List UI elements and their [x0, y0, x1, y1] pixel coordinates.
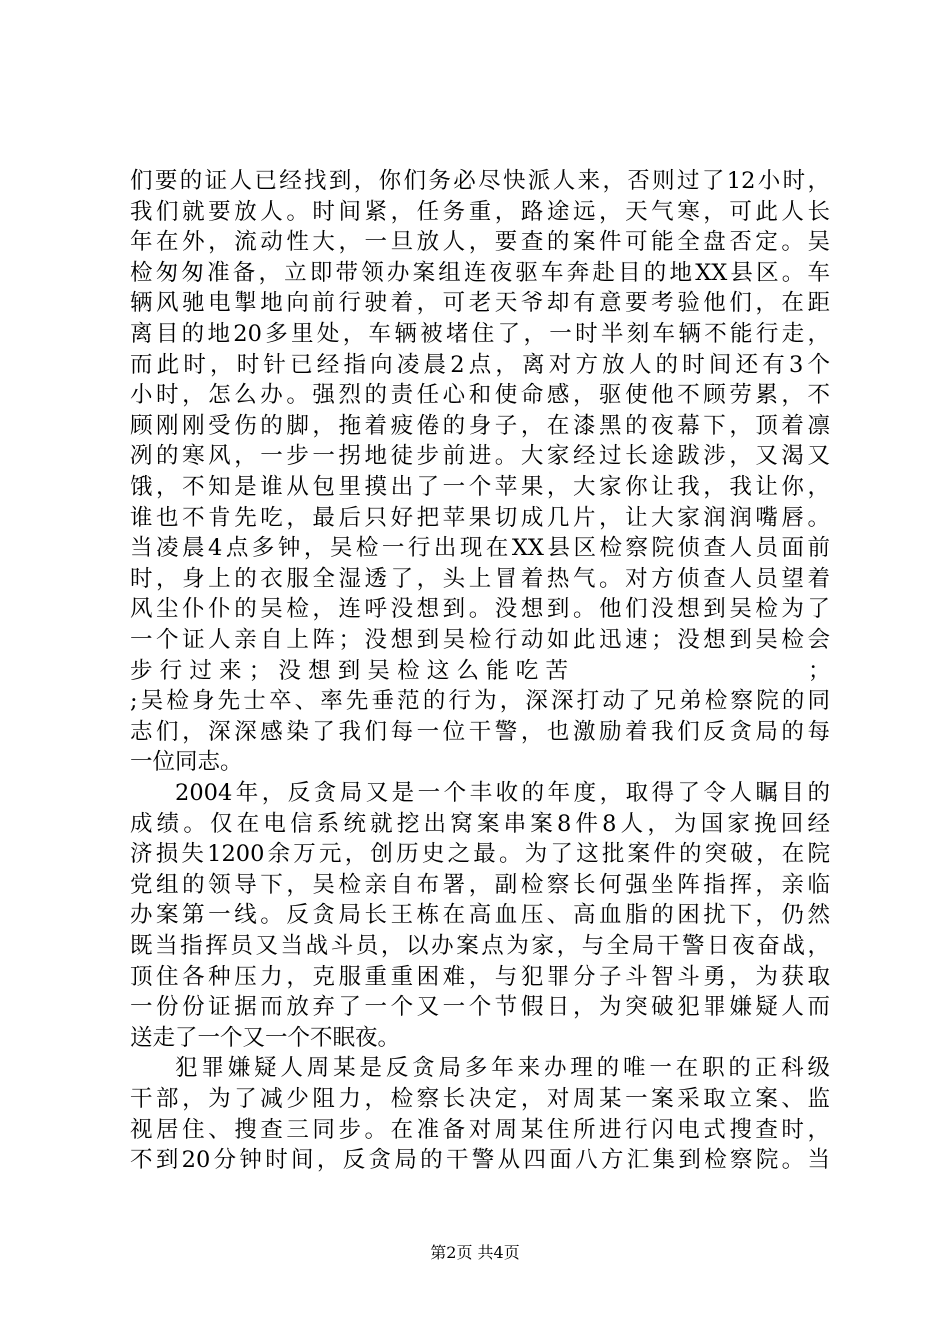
text-line: 党组的领导下，吴检亲自布署，副检察长何强坐阵指挥，亲临: [130, 871, 830, 898]
text-line: ;吴检身先士卒、率先垂范的行为，深深打动了兄弟检察院的同: [130, 688, 830, 715]
text-line: 志们，深深感染了我们每一位干警，也激励着我们反贪局的每: [130, 718, 830, 745]
text-line: 冽的寒风，一步一拐地徒步前进。大家经过长途跋涉，又渴又: [130, 443, 830, 470]
text-line: 干部，为了减少阻力，检察长决定，对周某一案采取立案、监: [130, 1086, 830, 1112]
text-line: 辆风驰电掣地向前行驶着，可老天爷却有意要考验他们，在距: [130, 290, 830, 317]
text-line: 一份份证据而放弃了一个又一个节假日，为突破犯罪嫌疑人而: [130, 994, 830, 1021]
text-line: 办案第一线。反贪局长王栋在高血压、高血脂的困扰下，仍然: [130, 902, 830, 929]
text-line: 检匆匆准备，立即带领办案组连夜驱车奔赴目的地XX县区。车: [130, 259, 830, 286]
text-line: 顾刚刚受伤的脚，拖着疲倦的身子，在漆黑的夜幕下，顶着凛: [130, 412, 830, 439]
text-line: 谁也不肯先吃，最后只好把苹果切成几片，让大家润润嘴唇。: [130, 504, 830, 531]
text-line: 不到20分钟时间，反贪局的干警从四面八方汇集到检察院。当: [130, 1147, 830, 1174]
text-line: 我们就要放人。时间紧，任务重，路途远，天气寒，可此人长: [130, 198, 830, 225]
text-line: 当凌晨4点多钟，吴检一行出现在XX县区检察院侦查人员面前: [130, 535, 830, 562]
text-line: 视居住、搜查三同步。在准备对周某住所进行闪电式搜查时，: [130, 1116, 830, 1143]
trailing-punctuation: ；: [808, 657, 831, 684]
page-number-footer: 第2页 共4页: [430, 1243, 520, 1262]
text-line: 济损失1200余万元，创历史之最。为了这批案件的突破，在院: [130, 841, 830, 868]
text-line: 饿，不知是谁从包里摸出了一个苹果，大家你让我，我让你，: [130, 474, 830, 500]
paragraph-first-line: 犯罪嫌疑人周某是反贪局多年来办理的唯一在职的正科级: [175, 1055, 830, 1082]
text-line: 一个证人亲自上阵；没想到吴检行动如此迅速；没想到吴检会: [130, 627, 830, 653]
text-line: 既当指挥员又当战斗员，以办案点为家，与全局干警日夜奋战，: [130, 933, 830, 959]
text-line: 送走了一个又一个不眠夜。: [130, 1024, 401, 1051]
text-line: 一位同志。: [130, 749, 243, 776]
text-line: 时，身上的衣服全湿透了，头上冒着热气。对方侦查人员望着: [130, 565, 830, 592]
text-line: 而此时，时针已经指向凌晨2点，离对方放人的时间还有3个: [130, 351, 830, 378]
text-line: 风尘仆仆的吴检，连呼没想到。没想到。他们没想到吴检为了: [130, 596, 830, 623]
text-line: 们要的证人已经找到，你们务必尽快派人来，否则过了12小时，: [130, 168, 830, 194]
text-line: 步行过来；没想到吴检这么能吃苦: [130, 657, 570, 684]
text-line: 成绩。仅在电信系统就挖出窝案串案8件8人，为国家挽回经: [130, 810, 830, 837]
text-line: 顶住各种压力，克服重重困难，与犯罪分子斗智斗勇，为获取: [130, 963, 830, 990]
paragraph-first-line: 2004年，反贪局又是一个丰收的年度，取得了令人瞩目的: [175, 780, 830, 806]
text-line: 小时，怎么办。强烈的责任心和使命感，驱使他不顾劳累，不: [130, 382, 830, 409]
text-line: 离目的地20多里处，车辆被堵住了，一时半刻车辆不能行走，: [130, 321, 830, 347]
text-line: 年在外，流动性大，一旦放人，要查的案件可能全盘否定。吴: [130, 229, 830, 256]
